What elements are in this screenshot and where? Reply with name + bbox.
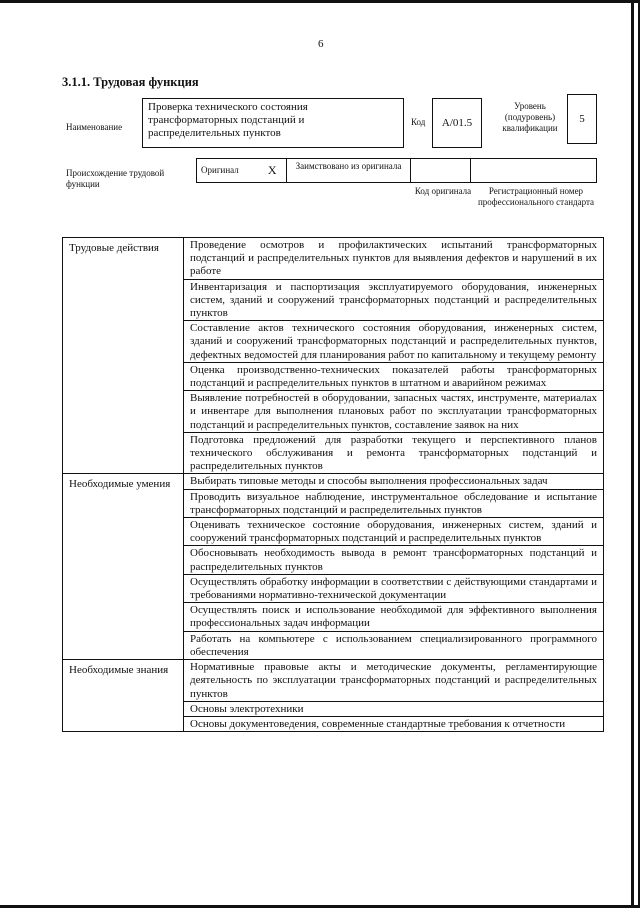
category-required-skills: Необходимые умения bbox=[63, 474, 184, 660]
table-cell: Составление актов технического состояния оборудования, инженерных систем, зданий и сооружений трансформаторных подстанций и распределительных пунктов, дефектных ведомостей для планирования работ по капитальному и текущему ремонту bbox=[184, 321, 604, 363]
table-cell: Выявление потребностей в оборудовании, запасных частях, инструменте, материалах и инвентаре для выполнения плановых работ по эксплуатации трансформаторных подстанций и распределительных пунктов, составление заявок на них bbox=[184, 391, 604, 433]
code-value: A/01.5 bbox=[441, 117, 473, 129]
code-label: Код bbox=[411, 117, 426, 127]
code-box bbox=[432, 98, 482, 148]
category-labor-actions: Трудовые действия bbox=[63, 238, 184, 474]
scan-border-top bbox=[0, 0, 640, 3]
table-row bbox=[63, 474, 604, 489]
table-cell: Оценивать техническое состояние оборудования, инженерных систем, зданий и сооружений трансформаторных подстанций и распределительных пунктов bbox=[184, 518, 604, 546]
table-cell: Нормативные правовые акты и методические документы, регламентирующие деятельность по эксплуатации трансформаторных подстанций и распределительных пунктов bbox=[184, 660, 604, 702]
reg-number-caption: Регистрационный номер профессионального стандарта bbox=[477, 186, 595, 207]
borrowed-label: Заимствовано из оригинала bbox=[287, 159, 411, 183]
table-cell: Проводить визуальное наблюдение, инструментальное обследование и испытание трансформаторных подстанций и распределительных пунктов bbox=[184, 489, 604, 517]
table-row bbox=[63, 660, 604, 702]
table-row bbox=[63, 238, 604, 280]
table-cell: Проведение осмотров и профилактических испытаний трансформаторных подстанций и распределительных пунктов для выявления дефектов и нарушений в их работе bbox=[184, 238, 604, 280]
scan-border-right bbox=[631, 0, 634, 908]
original-code-cell bbox=[411, 159, 471, 183]
table-cell: Оценка производственно-технических показателей работы трансформаторных подстанций и распределительных пунктов в штатном и аварийном режимах bbox=[184, 362, 604, 390]
table-cell: Основы электротехники bbox=[184, 701, 604, 716]
table-cell: Инвентаризация и паспортизация эксплуатируемого оборудования, инженерных систем, зданий и сооружений трансформаторных подстанций и распределительных пунктов bbox=[184, 279, 604, 321]
level-value: 5 bbox=[579, 113, 585, 125]
table-cell: Выбирать типовые методы и способы выполнения профессиональных задач bbox=[184, 474, 604, 489]
table-cell: Основы документоведения, современные стандартные требования к отчетности bbox=[184, 716, 604, 731]
name-label: Наименование bbox=[66, 122, 123, 132]
function-name-value: Проверка технического состояния трансформаторных подстанций и распределительных пунктов bbox=[148, 101, 308, 139]
category-required-knowledge: Необходимые знания bbox=[63, 660, 184, 732]
original-label: Оригинал bbox=[197, 159, 259, 183]
code-caption: Код оригинала bbox=[414, 186, 472, 196]
table-cell: Осуществлять обработку информации в соответствии с действующими стандартами и требованиями нормативно-технической документации bbox=[184, 574, 604, 602]
table-cell: Подготовка предложений для разработки текущего и перспективного планов технического обслуживания и ремонта трансформаторных подстанций и распределительных пунктов bbox=[184, 432, 604, 474]
table-cell: Осуществлять поиск и использование необходимой для эффективного выполнения профессиональных задач информации bbox=[184, 603, 604, 631]
page-number: 6 bbox=[318, 38, 324, 50]
level-label: Уровень (подуровень) квалификации bbox=[502, 101, 558, 133]
origin-label: Происхождение трудовой функции bbox=[66, 168, 165, 189]
function-details-table bbox=[62, 237, 604, 732]
section-title: 3.1.1. Трудовая функция bbox=[62, 75, 199, 89]
original-mark: X bbox=[259, 159, 287, 183]
level-box bbox=[567, 94, 597, 144]
reg-number-cell bbox=[471, 159, 597, 183]
table-cell: Обосновывать необходимость вывода в ремонт трансформаторных подстанций и распределительных пунктов bbox=[184, 546, 604, 574]
origin-table bbox=[196, 158, 597, 183]
table-cell: Работать на компьютере с использованием специализированного программного обеспечения bbox=[184, 631, 604, 659]
function-name-box bbox=[142, 98, 404, 148]
